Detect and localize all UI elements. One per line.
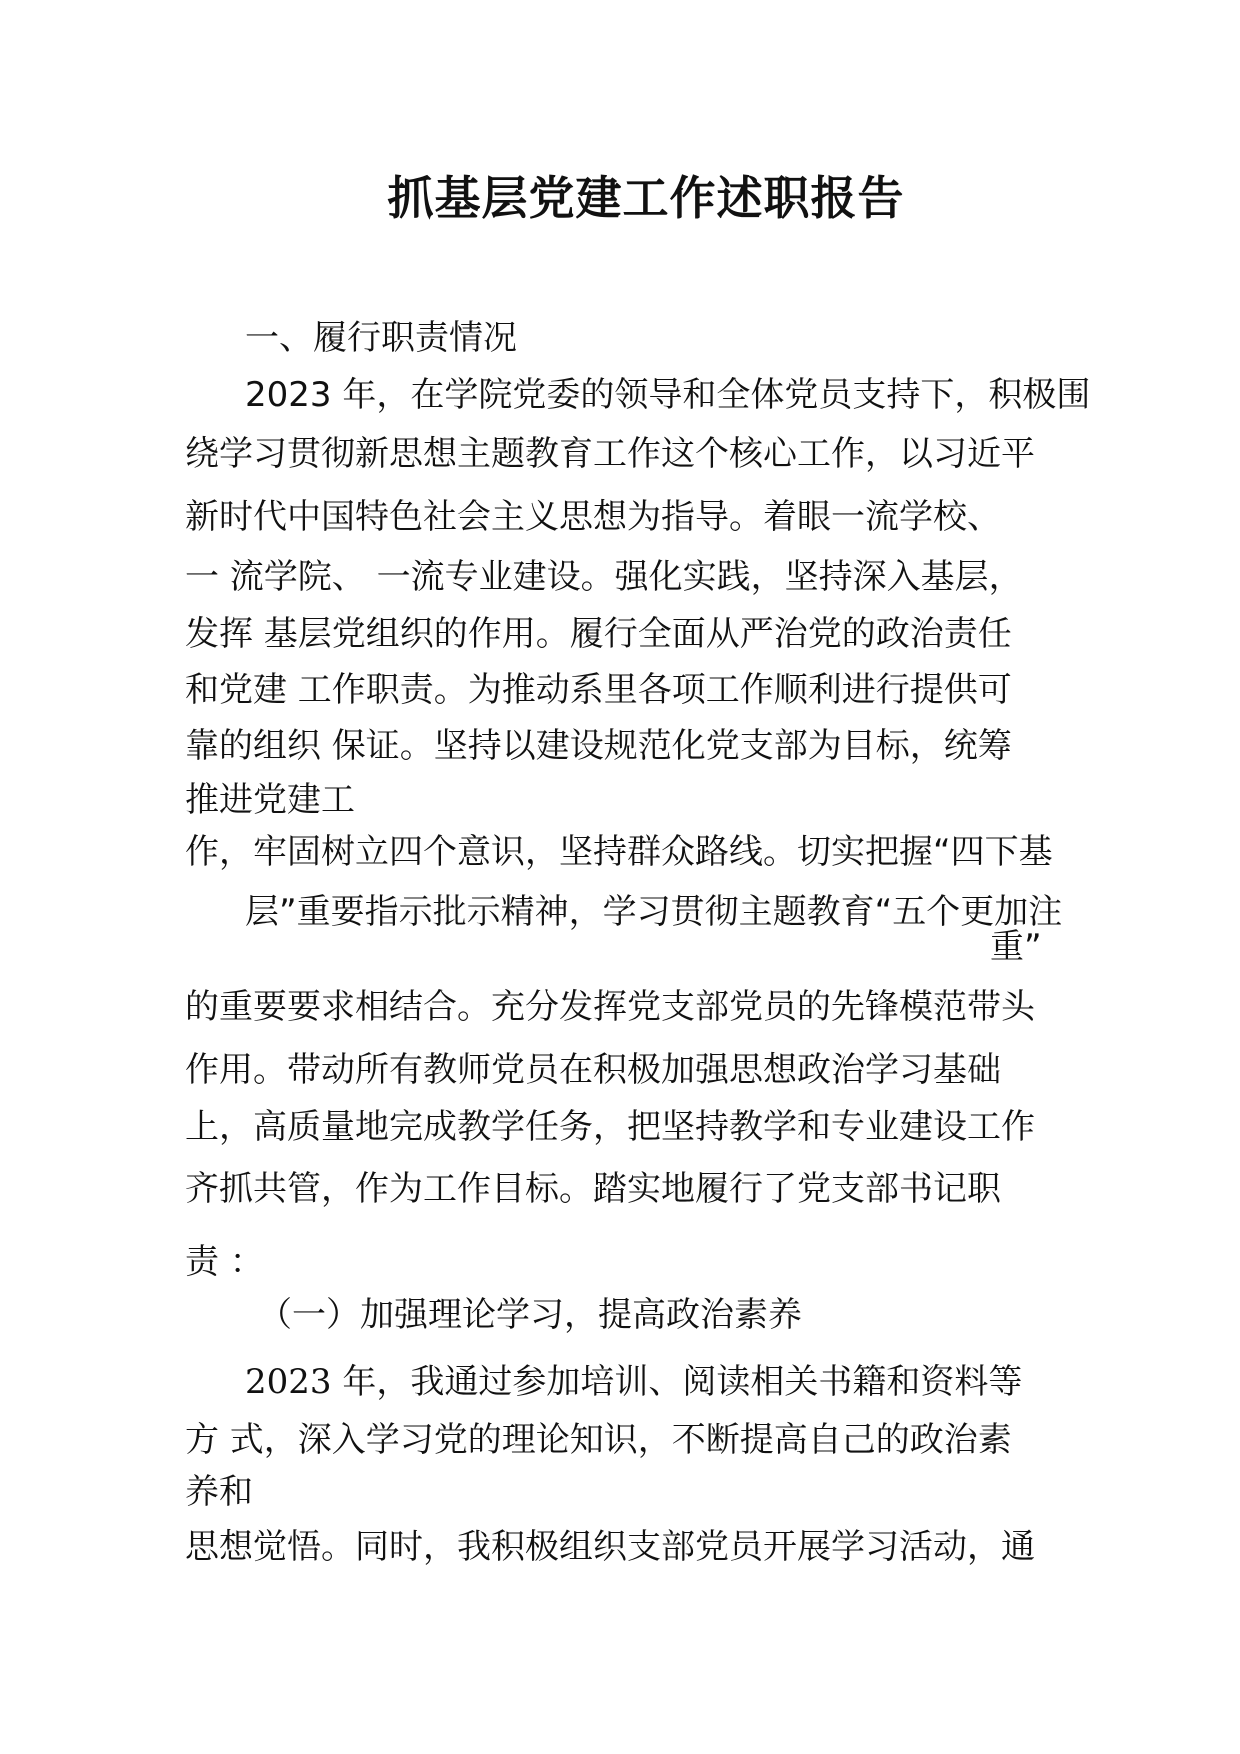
paragraph-line: 靠的组织 保证。坚持以建设规范化党支部为目标，统筹 [185, 726, 1012, 766]
paragraph-line: 的重要要求相结合。充分发挥党支部党员的先锋模范带头 [185, 987, 1035, 1027]
paragraph-line: 责 ： [185, 1242, 264, 1282]
paragraph-line: 绕学习贯彻新思想主题教育工作这个核心工作，以习近平 [185, 434, 1035, 474]
paragraph-line: 和党建 工作职责。为推动系里各项工作顺利进行提供可 [185, 670, 1012, 710]
paragraph-line: 推进党建工 [185, 780, 355, 820]
paragraph-line: 作用。带动所有教师党员在积极加强思想政治学习基础 [185, 1050, 1001, 1090]
paragraph-line: 新时代中国特色社会主义思想为指导。着眼一流学校、 [185, 497, 1001, 537]
section-heading: 一、履行职责情况 [245, 318, 517, 358]
paragraph-line: 上，高质量地完成教学任务，把坚持教学和专业建设工作 [185, 1107, 1035, 1147]
paragraph-line: 作，牢固树立四个意识，坚持群众路线。切实把握“四下基 [185, 832, 1053, 872]
subsection-heading: （一）加强理论学习，提高政治素养 [258, 1295, 802, 1335]
paragraph-line: 方 式，深入学习党的理论知识，不断提高自己的政治素 [185, 1420, 1012, 1460]
document-title: 抓基层党建工作述职报告 [387, 171, 905, 225]
paragraph-line: 齐抓共管，作为工作目标。踏实地履行了党支部书记职 [185, 1169, 1001, 1209]
paragraph-line: 一 流学院、 一流专业建设。强化实践，坚持深入基层， [185, 557, 1023, 597]
paragraph-line: 2023 年，我通过参加培训、阅读相关书籍和资料等 [245, 1362, 1023, 1402]
paragraph-line: 层”重要指示批示精神，学习贯彻主题教育“五个更加注 [245, 892, 1063, 932]
paragraph-line: 养和 [185, 1472, 253, 1512]
paragraph-line: 2023 年，在学院党委的领导和全体党员支持下，积极围 [245, 375, 1091, 415]
paragraph-line: 思想觉悟。同时，我积极组织支部党员开展学习活动，通 [185, 1527, 1035, 1567]
paragraph-line: 发挥 基层党组织的作用。履行全面从严治党的政治责任 [185, 614, 1012, 654]
paragraph-line: 重” [990, 927, 1042, 967]
